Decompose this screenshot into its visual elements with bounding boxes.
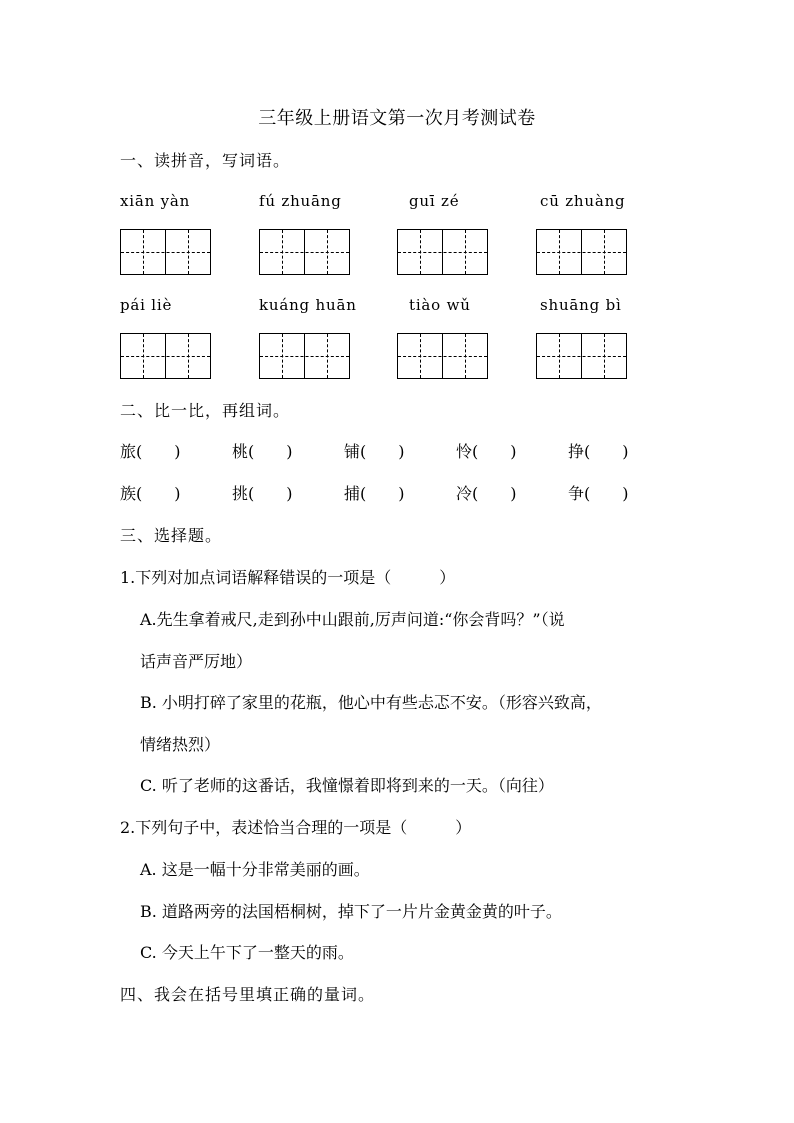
compare-item: 冷( ) bbox=[456, 484, 517, 503]
q1-option-a: A.先生拿着戒尺,走到孙中山跟前,厉声问道:“你会背吗？”（说 bbox=[140, 610, 565, 629]
section-2-heading: 二、比一比，再组词。 bbox=[120, 401, 291, 420]
compare-item: 旅( ) bbox=[120, 442, 181, 461]
question-1: 1.下列对加点词语解释错误的一项是（ ） bbox=[120, 568, 456, 587]
compare-item: 争( ) bbox=[568, 484, 629, 503]
compare-item: 挑( ) bbox=[232, 484, 293, 503]
section-3-heading: 三、选择题。 bbox=[120, 526, 223, 545]
pinyin-4: cū zhuàng bbox=[540, 192, 626, 210]
writing-grid[interactable] bbox=[259, 333, 350, 379]
writing-grid[interactable] bbox=[536, 229, 627, 275]
q1-option-a-cont: 话声音严厉地） bbox=[140, 652, 253, 671]
writing-grid[interactable] bbox=[536, 333, 627, 379]
compare-item: 捕( ) bbox=[344, 484, 405, 503]
writing-grid[interactable] bbox=[397, 229, 488, 275]
q2-option-c: C. 今天上午下了一整天的雨。 bbox=[140, 943, 354, 962]
writing-grid[interactable] bbox=[120, 333, 211, 379]
pinyin-2: fú zhuāng bbox=[259, 192, 342, 210]
writing-grid[interactable] bbox=[259, 229, 350, 275]
section-4-heading: 四、我会在括号里填正确的量词。 bbox=[120, 985, 376, 1004]
pinyin-6: kuáng huān bbox=[259, 296, 357, 314]
q1-option-b-cont: 情绪热烈） bbox=[140, 735, 221, 754]
compare-item: 怜( ) bbox=[456, 442, 517, 461]
writing-grid[interactable] bbox=[120, 229, 211, 275]
q1-option-b: B. 小明打碎了家里的花瓶，他心中有些忐忑不安。（形容兴致高， bbox=[140, 693, 602, 712]
pinyin-8: shuāng bì bbox=[540, 296, 622, 314]
q2-option-a: A. 这是一幅十分非常美丽的画。 bbox=[140, 860, 370, 879]
page-title: 三年级上册语文第一次月考测试卷 bbox=[258, 108, 536, 129]
compare-item: 族( ) bbox=[120, 484, 181, 503]
pinyin-3: guī zé bbox=[409, 192, 460, 210]
section-1-heading: 一、读拼音，写词语。 bbox=[120, 151, 291, 170]
compare-item: 铺( ) bbox=[344, 442, 405, 461]
q1-option-c: C. 听了老师的这番话，我憧憬着即将到来的一天。（向往） bbox=[140, 776, 554, 795]
compare-item: 挣( ) bbox=[568, 442, 629, 461]
q2-option-b: B. 道路两旁的法国梧桐树，掉下了一片片金黄金黄的叶子。 bbox=[140, 902, 562, 921]
writing-grid[interactable] bbox=[397, 333, 488, 379]
compare-item: 桃( ) bbox=[232, 442, 293, 461]
pinyin-7: tiào wǔ bbox=[409, 296, 471, 314]
pinyin-1: xiān yàn bbox=[120, 192, 191, 210]
pinyin-5: pái liè bbox=[120, 296, 173, 314]
question-2: 2.下列句子中，表述恰当合理的一项是（ ） bbox=[120, 818, 472, 837]
